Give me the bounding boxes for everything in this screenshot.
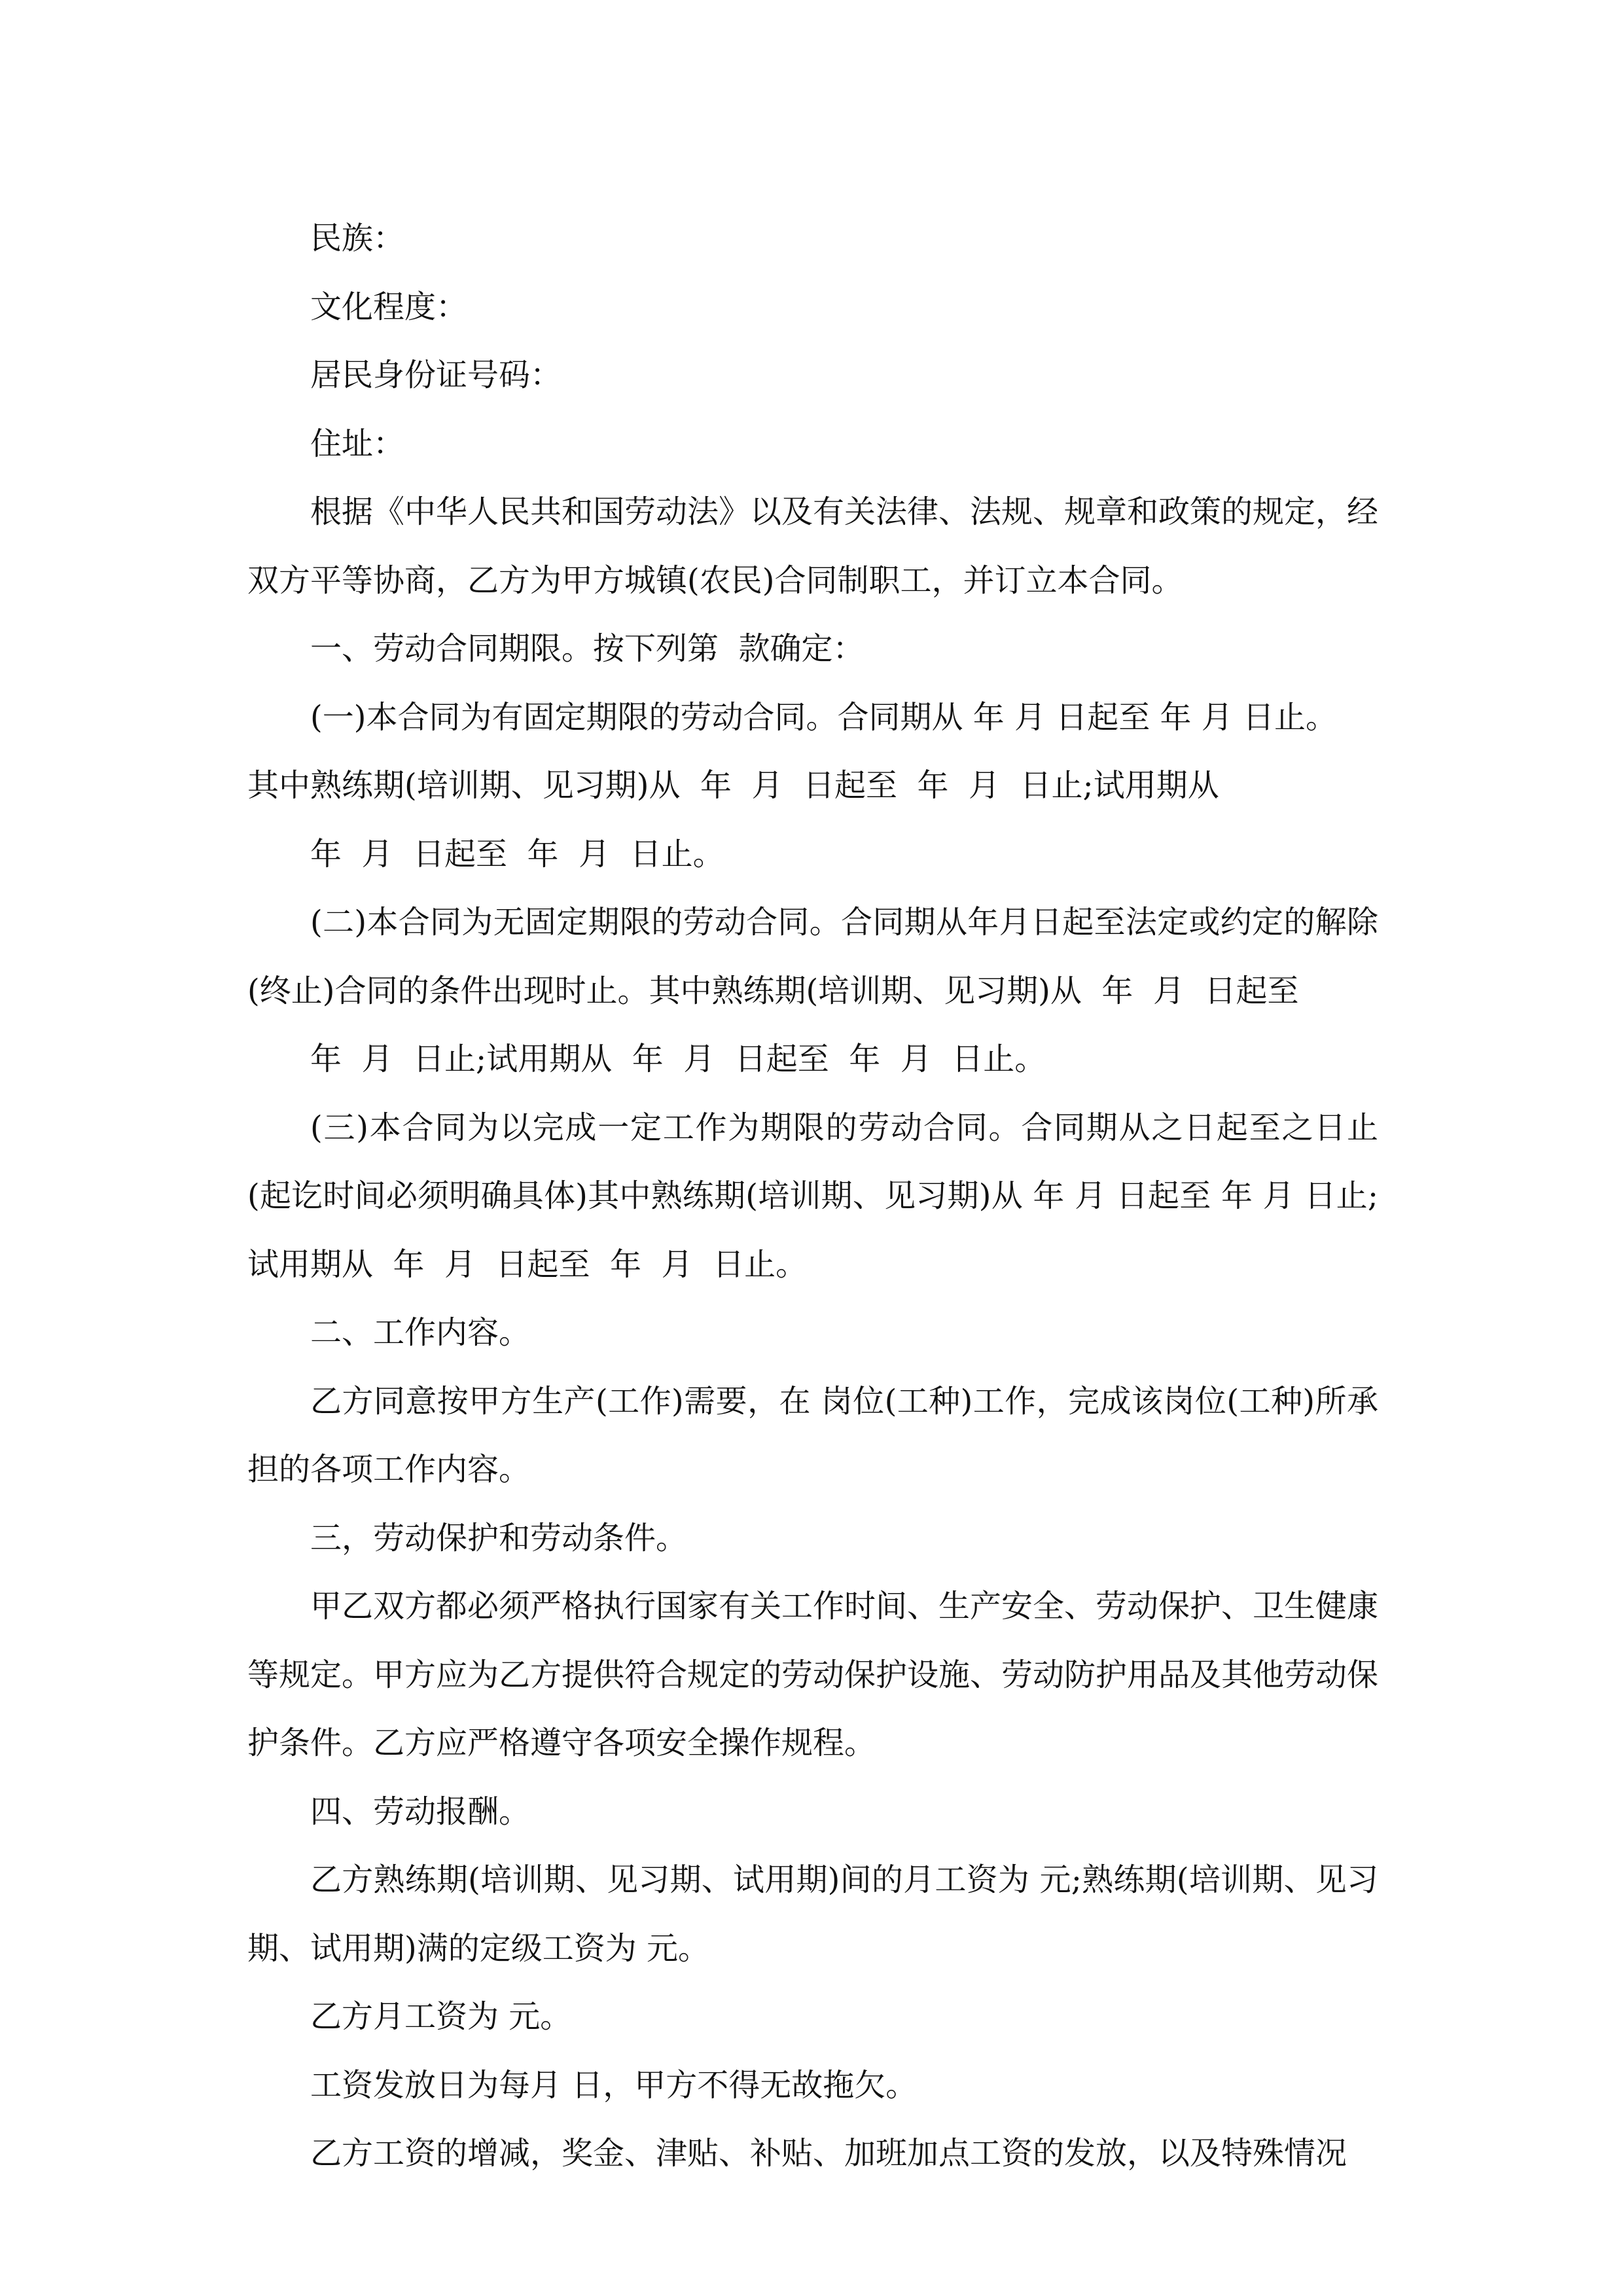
paragraph-labor-protection: 甲乙双方都必须严格执行国家有关工作时间、生产安全、劳动保护、卫生健康等规定。甲方应为乙方提供符合规定的劳动保护设施、劳动防护用品及其他劳动保护条件。乙方应严格遵守各项安全操作规程。 [247, 1588, 1379, 1761]
paragraph-open-ended-contract: (二)本合同为无固定期限的劳动合同。合同期从年月日起至法定或约定的解除(终止)合同的条件出现时止。其中熟练期(培训期、见习期)从 年 月 日起至 [247, 904, 1378, 1009]
paragraph-job-content: 乙方同意按甲方生产(工作)需要，在 岗位(工种)工作，完成该岗位(工种)所承担的各项工作内容。 [247, 1382, 1378, 1488]
section-heading-job-content: 二、工作内容。 [310, 1314, 531, 1351]
field-address: 住址： [310, 425, 405, 462]
paragraph-open-ended-probation: 年 月 日止;试用期从 年 月 日起至 年 月 日止。 [310, 1041, 1046, 1077]
paragraph-wage-adjustments: 乙方工资的增减，奖金、津贴、补贴、加班加点工资的发放，以及特殊情况 [310, 2135, 1347, 2172]
section-heading-remuneration: 四、劳动报酬。 [310, 1793, 531, 1830]
section-heading-labor-protection: 三，劳动保护和劳动条件。 [310, 1519, 688, 1556]
field-ethnicity: 民族： [310, 220, 405, 257]
paragraph-fixed-term-contract: (一)本合同为有固定期限的劳动合同。合同期从 年 月 日起至 年 月 日止。 [310, 698, 1338, 736]
field-id-number: 居民身份证号码： [310, 357, 562, 393]
paragraph-payday: 工资发放日为每月 日，甲方不得无故拖欠。 [310, 2066, 918, 2104]
paragraph-preamble: 根据《中华人民共和国劳动法》以及有关法律、法规、规章和政策的规定，经双方平等协商，乙方为甲方城镇(农民)合同制职工，并订立本合同。 [247, 493, 1379, 599]
paragraph-probation-wage: 乙方熟练期(培训期、见习期、试用期)间的月工资为 元;熟练期(培训期、见习期、试用期)满的定级工资为 元。 [247, 1861, 1378, 1967]
section-heading-contract-term: 一、劳动合同期限。按下列第 款确定： [310, 630, 865, 667]
paragraph-task-based-contract: (三)本合同为以完成一定工作为期限的劳动合同。合同期从之日起至之日止(起讫时间必须明确具体)其中熟练期(培训期、见习期)从 年 月 日起至 年 月 日止;试用期从 年 月 日起至 年 月 日止。 [247, 1109, 1378, 1283]
contract-body [247, 204, 1378, 2188]
paragraph-fixed-term-probation: 其中熟练期(培训期、见习期)从 年 月 日起至 年 月 日止;试用期从 [247, 767, 1219, 804]
field-education-level: 文化程度： [310, 288, 468, 325]
paragraph-fixed-term-probation-end: 年 月 日起至 年 月 日止。 [310, 835, 724, 872]
paragraph-monthly-wage: 乙方月工资为 元。 [310, 1998, 572, 2035]
